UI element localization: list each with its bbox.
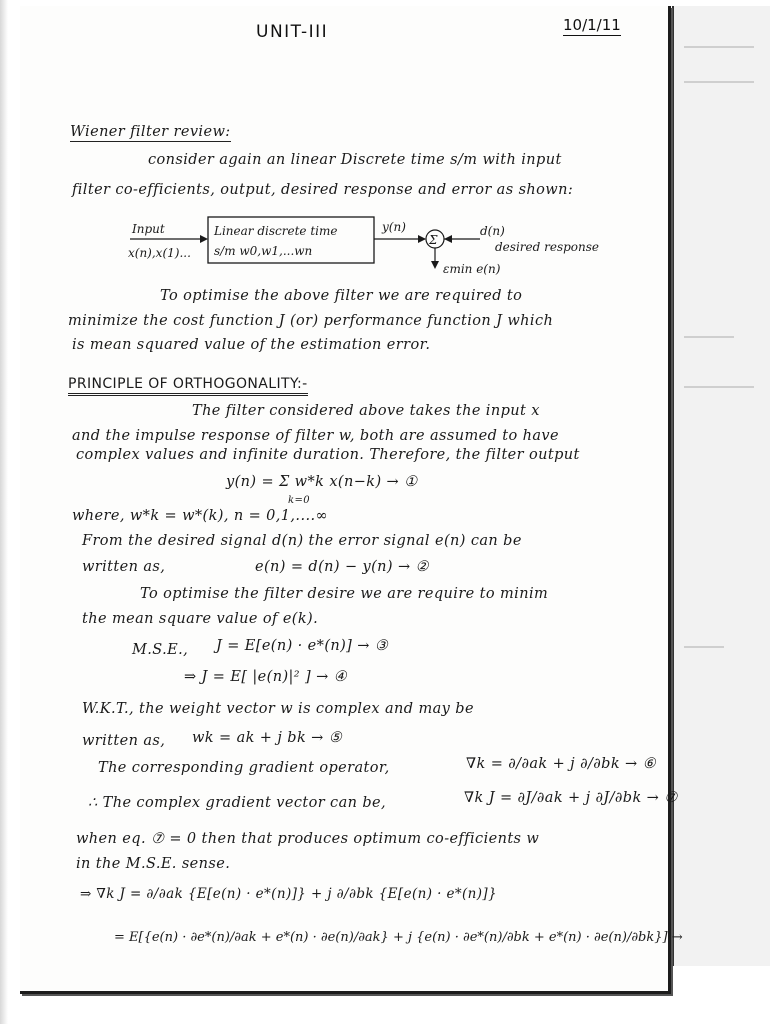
equation-where: where, w*k = w*(k), n = 0,1,....∞ <box>72 508 328 524</box>
equation-3: J = E[e(n) · e*(n)] → ③ <box>216 638 389 654</box>
text-line: and the impulse response of filter w, both are assumed to have <box>72 428 560 444</box>
diagram-desired-label: d(n) <box>480 224 505 238</box>
text-line: The corresponding gradient operator, <box>98 760 390 776</box>
equation-8: ⇒ ∇k J = ∂/∂ak {E[e(n) · e*(n)]} + j ∂/∂bk {E[e(n) · e*(n)]} <box>80 886 498 902</box>
diagram-input-label: Input <box>132 222 165 236</box>
text-line: when eq. ⑦ = 0 then that produces optimum co-efficients w <box>76 831 540 847</box>
equation-1-limit: k=0 <box>288 495 311 506</box>
diagram-output-label: y(n) <box>382 220 406 234</box>
section-heading-orthogonality: PRINCIPLE OF ORTHOGONALITY:- <box>68 376 308 396</box>
text-line: ∴ The complex gradient vector can be, <box>88 795 387 811</box>
text-line: W.K.T., the weight vector w is complex and may be <box>82 701 474 717</box>
mse-label: M.S.E., <box>132 642 189 658</box>
diagram-input-signal: x(n),x(1)... <box>128 246 191 260</box>
equation-9: = E[{e(n) · ∂e*(n)/∂ak + e*(n) · ∂e(n)/∂ak} + j {e(n) · ∂e*(n)/∂bk + e*(n) · ∂e(n)/∂bk}] → <box>114 930 683 945</box>
text-line: filter co-efficients, output, desired response and error as shown: <box>72 182 574 198</box>
scan-shadow <box>0 0 8 1024</box>
equation-2: e(n) = d(n) − y(n) → ② <box>255 559 429 575</box>
diagram-sum-symbol: Σ <box>429 233 438 247</box>
filter-block-diagram <box>128 211 670 285</box>
diagram-box-line2: s/m w0,w1,...wn <box>214 244 313 258</box>
text-line: complex values and infinite duration. Therefore, the filter output <box>76 447 580 463</box>
text-line: the mean square value of e(k). <box>82 611 319 627</box>
page-title: UNIT-III <box>256 22 329 42</box>
notebook-page <box>20 6 683 994</box>
equation-6: ∇k = ∂/∂ak + j ∂/∂bk → ⑥ <box>466 756 656 772</box>
text-line: To optimise the above filter we are required to <box>160 288 523 304</box>
section-heading-wiener: Wiener filter review: <box>70 124 231 140</box>
text-line: From the desired signal d(n) the error signal e(n) can be <box>82 533 522 549</box>
text-line: is mean squared value of the estimation error. <box>72 337 431 353</box>
text-line: consider again an linear Discrete time s/m with input <box>148 152 562 168</box>
adjacent-page-edge <box>672 6 770 966</box>
page-date: 10/1/11 <box>563 16 621 34</box>
text-line: in the M.S.E. sense. <box>76 856 231 872</box>
diagram-box-line1: Linear discrete time <box>214 224 338 238</box>
text-line: written as, <box>82 559 166 575</box>
equation-4: ⇒ J = E[ |e(n)|² ] → ④ <box>184 669 348 685</box>
equation-5: wk = ak + j bk → ⑤ <box>192 730 343 746</box>
text-line: minimize the cost function J (or) performance function J which <box>68 313 554 329</box>
diagram-error-label: εmin e(n) <box>443 262 501 276</box>
equation-1: y(n) = Σ w*k x(n−k) → ① <box>226 474 418 490</box>
text-line: To optimise the filter desire we are require to minim <box>140 586 549 602</box>
text-line: The filter considered above takes the input x <box>192 403 540 419</box>
text-line: written as, <box>82 733 166 749</box>
equation-7: ∇k J = ∂J/∂ak + j ∂J/∂bk → ⑦ <box>464 790 678 806</box>
diagram-desired-text: desired response <box>495 240 600 254</box>
